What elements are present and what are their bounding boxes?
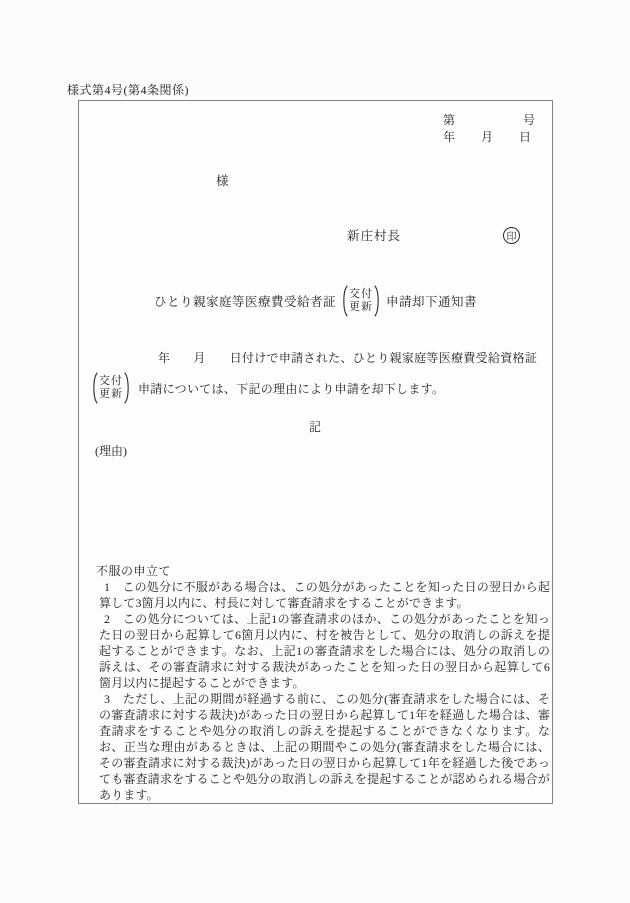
body-option-stack	[99, 375, 123, 401]
date-month-label: 月	[480, 130, 493, 144]
body-month-label: 月	[193, 351, 206, 365]
body-option-kofu: 交付	[99, 375, 123, 387]
seal-character: 印	[506, 231, 517, 243]
body-option-koshin: 更新	[99, 388, 123, 400]
body-line2-text: 申請については、下記の理由により申請を却下します。	[138, 381, 445, 396]
date-year-label: 年	[443, 130, 456, 144]
form-number-label: 様式第4号(第4条関係)	[67, 83, 189, 97]
title-right-text: 申請却下通知書	[386, 295, 478, 309]
addressee-honorific: 様	[216, 174, 229, 188]
ki-heading: 記	[308, 420, 322, 434]
document-number-line	[443, 111, 535, 128]
title-option-kofu: 交付	[349, 288, 373, 300]
appeal-item-1: 1 この処分に不服がある場合は、この処分があったことを知った日の翌日から起算して3箇月以内に、村長に対して審査請求をすることができます。	[99, 580, 550, 610]
title-option-koshin: 更新	[349, 301, 373, 313]
appeal-section	[96, 563, 550, 803]
seal-icon	[503, 227, 520, 244]
bracket-right-icon	[374, 285, 381, 317]
document-title	[79, 285, 552, 317]
title-option-bracket	[341, 285, 381, 317]
appeal-item-3: 3 ただし、上記の期間が経過する前に、この処分(審査請求をした場合には、その審査請求に対する裁決)があった日の翌日から起算して1年を経過した場合は、審査請求をすることや処分の取消しの訴えを提起することができなくなります。なお、正当な理由があるときは、上記の期間やこの処分(審査請求をした場合には、その審査請求に対する裁決)があった日の翌日から起算して1年を経過した後であっても審査請求をすることや処分の取消しの訴えを提起することが認められる場合があります。	[99, 692, 550, 802]
body-option-bracket	[91, 372, 131, 404]
reason-label: (理由)	[95, 444, 127, 458]
title-left-text: ひとり親家庭等医療費受給者証	[153, 295, 336, 309]
issue-date-line	[443, 128, 531, 145]
date-day-label: 日	[518, 130, 531, 144]
appeal-item-2: 2 この処分については、上記1の審査請求のほか、この処分があったことを知った日の翌日から起算して6箇月以内に、村を被告として、処分の取消しの訴えを提起することができます。なお、上記1の審査請求をした場合には、処分の取消しの訴えは、その審査請求に対する裁決があったことを知った日の翌日から起算して6箇月以内に提起することができます。	[99, 612, 550, 690]
issuer-line	[347, 226, 520, 244]
issuer-name: 新庄村長	[347, 229, 402, 243]
bracket-right-icon	[124, 372, 131, 404]
body-year-label: 年	[158, 351, 171, 365]
doc-number-prefix: 第	[443, 113, 456, 127]
appeal-heading: 不服の申立て	[96, 564, 172, 578]
bracket-left-icon	[341, 285, 348, 317]
doc-number-suffix: 号	[522, 113, 535, 127]
title-option-stack	[349, 288, 373, 314]
bracket-left-icon	[91, 372, 98, 404]
rejection-sentence	[91, 372, 444, 404]
form-border-box	[78, 100, 553, 804]
body-line1-text: 日付けで申請された、ひとり親家庭等医療費受給資格証	[229, 351, 538, 365]
application-date-sentence	[158, 349, 537, 366]
